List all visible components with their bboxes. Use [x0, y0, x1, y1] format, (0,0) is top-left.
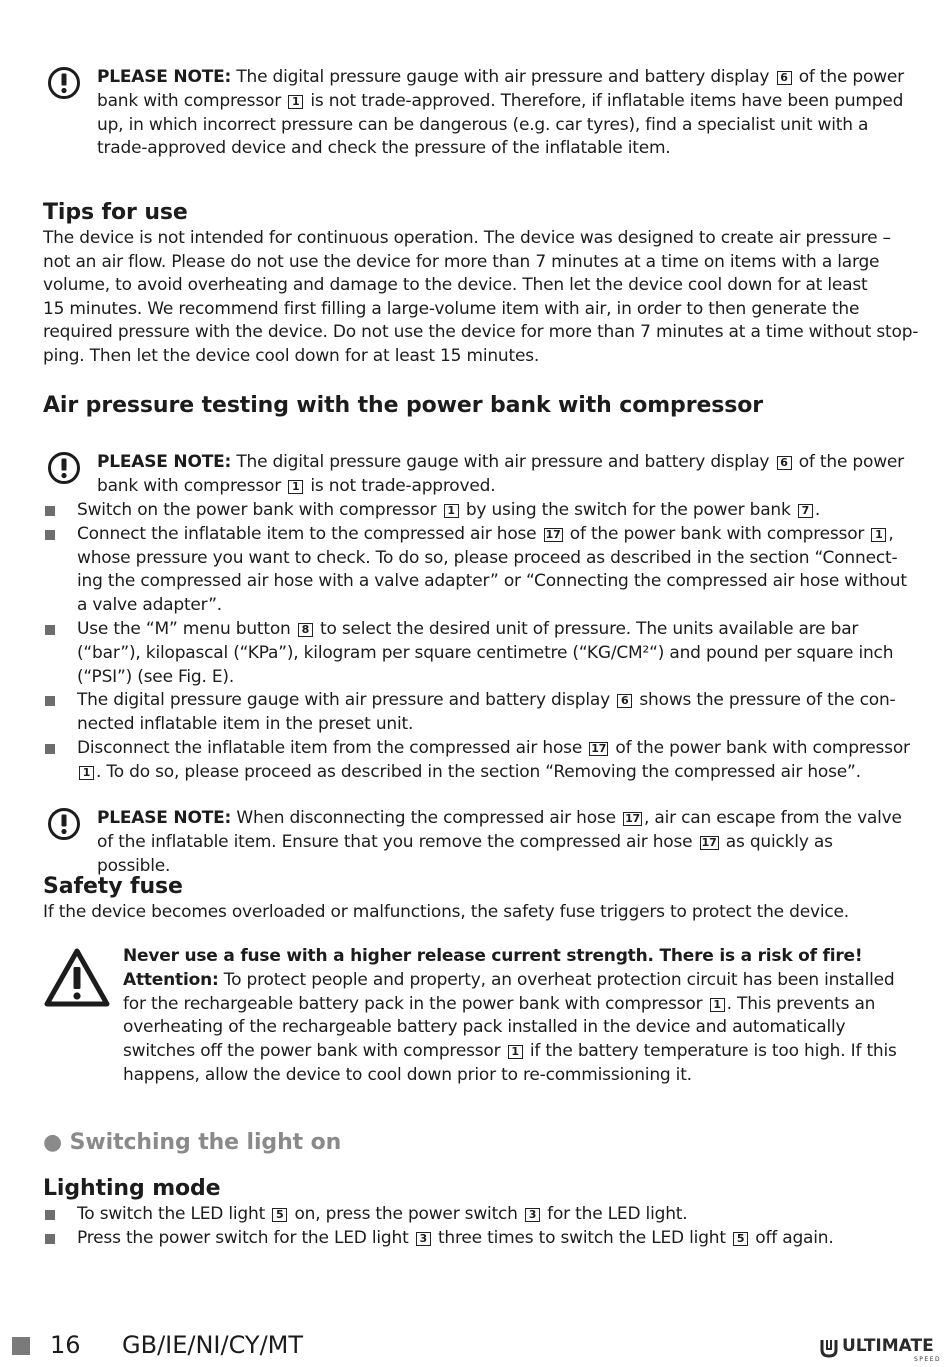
ref-number: 3	[416, 1232, 431, 1246]
list-item	[43, 618, 913, 689]
text-run: , whose pressure you want to check. To do so, please proceed as described in the section “Connect-ing the compressed air hose with a valve adapter” or “Connecting the compressed air hose without a valve adapter”.	[77, 523, 907, 616]
ref-number: 6	[777, 456, 792, 470]
exclamation-icon	[47, 451, 81, 485]
text-run: shows the pressure of the con-nected inflatable item in the preset unit.	[77, 690, 896, 735]
list-item	[43, 523, 913, 618]
exclamation-icon	[47, 66, 81, 100]
lighting-mode-heading: Lighting mode	[43, 1176, 221, 1201]
ref-number: 1	[444, 504, 459, 518]
bullet-square-icon	[45, 1210, 55, 1220]
fire-warning-text: Never use a fuse with a higher release current strength. There is a risk of fire!	[123, 946, 863, 966]
bullet-square-icon	[45, 625, 55, 635]
text-run: of the power bank with compressor	[610, 737, 910, 758]
text-run: .	[814, 500, 821, 520]
ref-number: 1	[288, 95, 303, 109]
page-number: 16	[50, 1331, 81, 1359]
text-run: of the power bank with compressor	[97, 452, 904, 496]
text-run: . This prevents an overheating of the rechargeable battery pack installed in the device and automatically switches off the power bank with compressor	[123, 993, 876, 1062]
bullet-square-icon	[45, 744, 55, 754]
ref-number: 7	[798, 504, 813, 518]
text-run: The digital pressure gauge with air pressure and battery display	[231, 67, 775, 87]
ref-number: 17	[591, 741, 607, 755]
ref-number: 17	[545, 527, 561, 541]
text-run: To protect people and property, an overheat protection circuit has been installed for the rechargeable battery pack in the power bank with compressor	[123, 969, 895, 1014]
bullet-square-icon	[45, 696, 55, 706]
text-run: Switch on the power bank with compressor	[77, 500, 442, 520]
note-label: PLEASE NOTE:	[97, 452, 232, 472]
attention-text	[43, 969, 913, 1088]
text-run: as quickly as possible.	[97, 831, 833, 876]
bullet-square-icon	[45, 530, 55, 540]
ref-number: 6	[777, 71, 792, 85]
tips-heading: Tips for use	[43, 200, 188, 225]
note-text	[97, 807, 907, 878]
text-run: , air can escape from the valve of the inflatable item. Ensure that you remove the compressed air hose	[97, 808, 902, 852]
logo-text: ULTIMATE	[842, 1336, 934, 1356]
ref-number: 1	[79, 766, 94, 780]
text-run: if the battery temperature is too high. If this happens, allow the device to cool down prior to re-commissioning it.	[123, 1041, 897, 1085]
ref-number: 5	[733, 1232, 748, 1246]
text-run: of the power bank with compressor	[564, 523, 870, 544]
exclamation-icon	[47, 807, 81, 841]
tips-line: volume, to avoid overheating and damage to the device. Then let the device cool down for at least	[43, 275, 868, 296]
text-run: three times to switch the LED light	[432, 1227, 732, 1248]
text-run: The digital pressure gauge with air pressure and battery display	[77, 690, 616, 711]
text-run: Connect the inflatable item to the compressed air hose	[77, 523, 542, 544]
warning-triangle-icon	[43, 947, 111, 1009]
text-run: on, press the power switch	[289, 1204, 523, 1224]
safety-fuse-heading: Safety fuse	[43, 874, 183, 899]
tips-line: required pressure with the device. Do not use the device for more than 7 minutes at a time without stop-	[43, 322, 919, 343]
ref-number: 1	[288, 480, 303, 494]
ref-number: 17	[701, 835, 717, 849]
air-steps-list	[43, 499, 913, 785]
text-run: When disconnecting the compressed air hose	[231, 808, 622, 828]
logo-mark-icon	[820, 1338, 838, 1358]
text-run: To switch the LED light	[77, 1204, 271, 1224]
list-item	[43, 737, 913, 785]
ref-number: 1	[710, 998, 725, 1012]
lighting-steps-list	[43, 1203, 913, 1251]
list-item	[43, 689, 913, 737]
note-label: PLEASE NOTE:	[97, 808, 232, 828]
list-item	[43, 499, 913, 523]
logo-subtext: SPEED	[914, 1356, 942, 1363]
text-run: The digital pressure gauge with air pressure and battery display	[231, 452, 775, 472]
text-run: Use the “M” menu button	[77, 618, 296, 639]
text-run: off again.	[750, 1227, 834, 1248]
attention-label: Attention:	[123, 969, 219, 990]
text-run: by using the switch for the power bank	[460, 500, 796, 520]
fire-warning-block	[43, 945, 913, 1088]
ref-number: 1	[871, 528, 886, 542]
tips-line: not an air flow. Please do not use the device for more than 7 minutes at a time on items with a large	[43, 251, 880, 272]
tips-line: 15 minutes. We recommend first filling a large-volume item with air, in order to then generate the	[43, 298, 860, 319]
tips-line: The device is not intended for continuous operation. The device was designed to create air pressure –	[43, 228, 891, 248]
note-label: PLEASE NOTE:	[97, 67, 232, 87]
tips-line: ping. Then let the device cool down for at least 15 minutes.	[43, 345, 540, 366]
ultimate-speed-logo	[820, 1336, 940, 1364]
note-text	[97, 66, 907, 161]
note-text	[97, 451, 907, 499]
bullet-square-icon	[45, 506, 55, 516]
ref-number: 5	[272, 1208, 287, 1222]
tips-paragraph	[43, 227, 923, 369]
switching-light-heading: ● Switching the light on	[43, 1130, 342, 1155]
text-run: . To do so, please proceed as described in the section “Removing the compressed air hose”.	[96, 761, 861, 782]
text-run: of the power bank with compressor	[97, 67, 904, 111]
safety-fuse-text: If the device becomes overloaded or malfunctions, the safety fuse triggers to protect the device.	[43, 902, 849, 922]
text-run: is not trade-approved. Therefore, if inflatable items have been pumped up, in which incorrect pressure can be dangerous (e.g. car tyres), find a specialist unit with a trade-approved device and check the pressure of the inflatable item.	[97, 90, 904, 159]
bullet-square-icon	[45, 1234, 55, 1244]
text-run: Disconnect the inflatable item from the compressed air hose	[77, 737, 588, 758]
ref-number: 6	[617, 694, 632, 708]
language-codes: GB/IE/NI/CY/MT	[122, 1331, 304, 1359]
ref-number: 1	[508, 1045, 523, 1059]
text-run: for the LED light.	[541, 1204, 688, 1224]
footer-marker	[12, 1337, 30, 1355]
text-run: is not trade-approved.	[305, 475, 496, 496]
ref-number: 8	[298, 623, 313, 637]
ref-number: 3	[525, 1208, 540, 1222]
ref-number: 17	[625, 812, 640, 825]
text-run: Press the power switch for the LED light	[77, 1227, 414, 1248]
list-item	[43, 1227, 913, 1251]
list-item	[43, 1203, 913, 1227]
text-run: to select the desired unit of pressure. The units available are bar (“bar”), kilopascal (“KPa”), kilogram per square centimetre (“KG/CM²“) and pound per square inch (“PSI”) (see Fig. E).	[77, 618, 894, 687]
air-pressure-heading: Air pressure testing with the power bank with compressor	[43, 393, 764, 418]
